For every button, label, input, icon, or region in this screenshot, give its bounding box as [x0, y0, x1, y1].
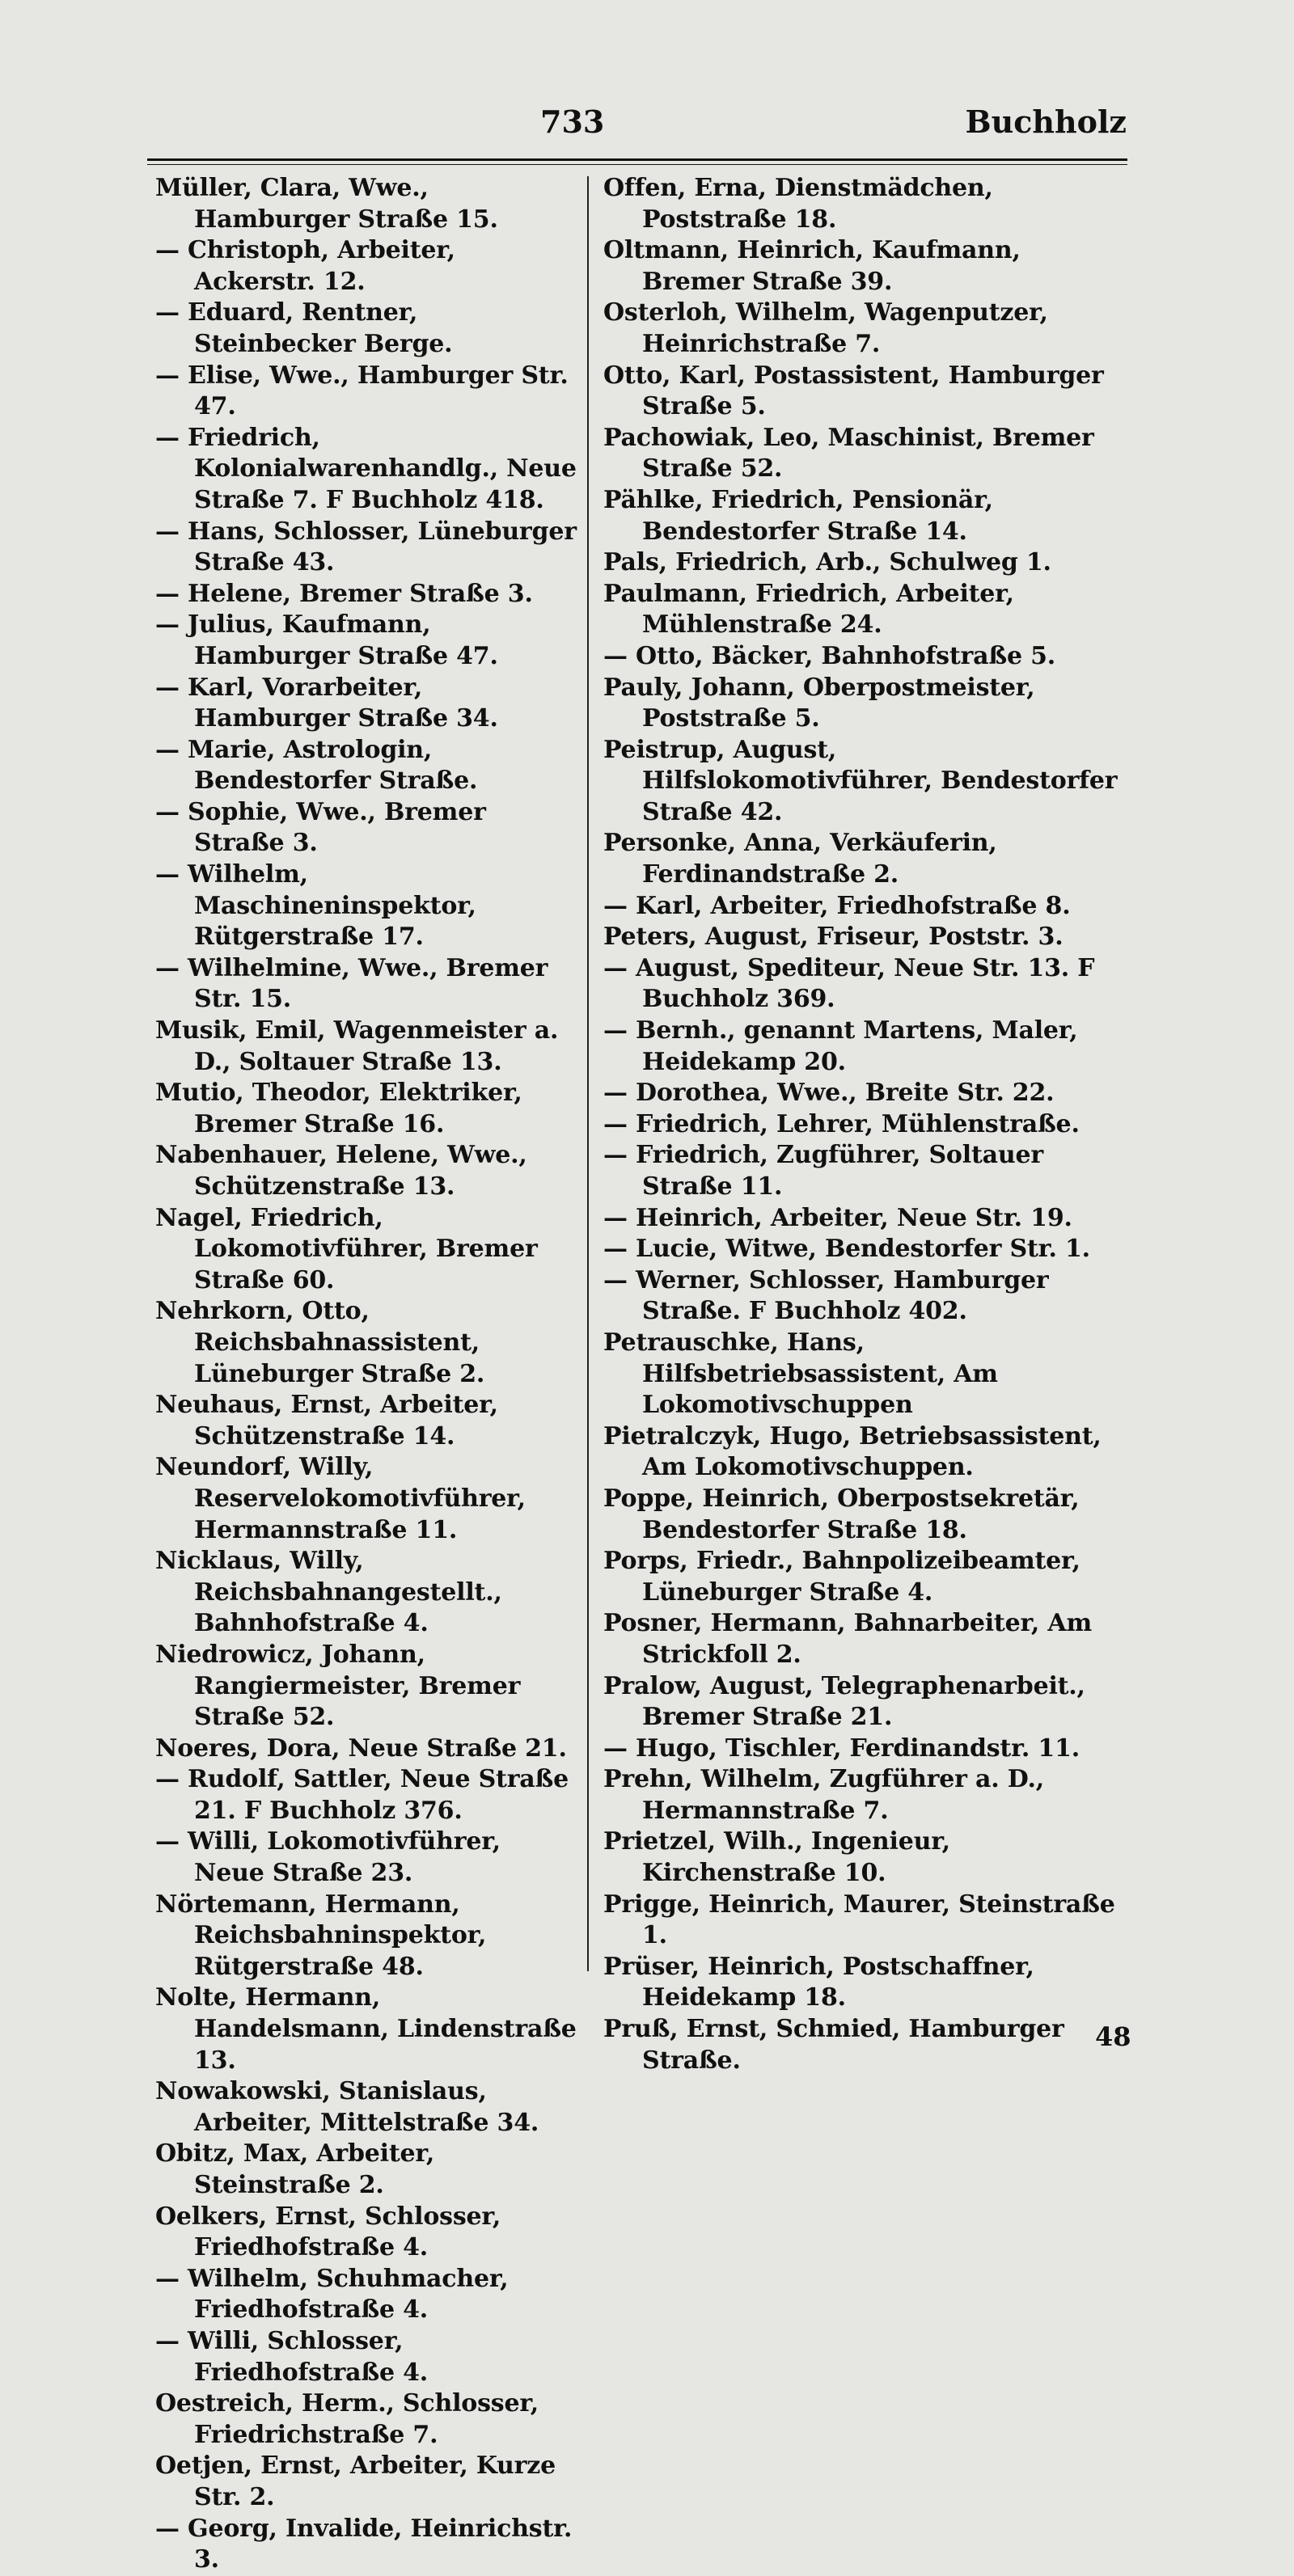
directory-entry: Obitz, Max, Arbeiter, Steinstraße 2. [155, 2139, 435, 2199]
directory-entry: Prietzel, Wilh., Ingenieur, Kirchenstraße 10. [603, 1827, 950, 1888]
directory-entry: — Bernh., genannt Martens, Maler, Heidekamp 20. [603, 1016, 1078, 1076]
directory-entry: Offen, Erna, Dienstmädchen, Poststraße 18. [603, 174, 993, 234]
directory-entry: — Hans, Schlosser, Lüneburger Straße 43. [155, 517, 577, 577]
directory-entry: — Marie, Astrologin, Bendestorfer Straße. [155, 735, 478, 796]
directory-entry: Pachowiak, Leo, Maschinist, Bremer Straße 52. [603, 423, 1094, 484]
directory-entry: Musik, Emil, Wagenmeister a. D., Soltauer Straße 13. [155, 1016, 559, 1076]
directory-entry: — Willi, Lokomotivführer, Neue Straße 23. [155, 1827, 501, 1888]
directory-entry: — Karl, Arbeiter, Friedhofstraße 8. [603, 891, 1071, 920]
directory-entry: Nagel, Friedrich, Lokomotivführer, Bremer Straße 60. [155, 1203, 538, 1294]
directory-entry: — Friedrich, Lehrer, Mühlenstraße. [603, 1109, 1080, 1138]
directory-entry: — Hugo, Tischler, Ferdinandstr. 11. [603, 1734, 1080, 1763]
directory-entry: Neuhaus, Ernst, Arbeiter, Schützenstraße 14. [155, 1391, 498, 1451]
directory-entry: — Julius, Kaufmann, Hamburger Straße 47. [155, 610, 498, 670]
right-column [603, 173, 1126, 2076]
running-head: Buchholz [965, 103, 1127, 140]
directory-entry: Petrauschke, Hans, Hilfsbetriebsassistent, Am Lokomotivschuppen [603, 1328, 998, 1420]
directory-entry: Otto, Karl, Postassistent, Hamburger Straße 5. [603, 361, 1104, 421]
directory-entry: Noeres, Dora, Neue Straße 21. [155, 1734, 567, 1763]
directory-entry: Oestreich, Herm., Schlosser, Friedrichstraße 7. [155, 2389, 539, 2449]
directory-entry: Nicklaus, Willy, Reichsbahnangestellt., Bahnhofstraße 4. [155, 1547, 502, 1638]
directory-entry: Nabenhauer, Helene, Wwe., Schützenstraße 13. [155, 1141, 527, 1201]
header-rule [147, 158, 1127, 161]
directory-entry: Pruß, Ernst, Schmied, Hamburger Straße. [603, 2015, 1064, 2075]
directory-entry: — Sophie, Wwe., Bremer Straße 3. [155, 797, 486, 858]
header-rule-thin [147, 164, 1127, 165]
directory-entry: Pietralczyk, Hugo, Betriebsassistent, Am Lokomotivschuppen. [603, 1421, 1102, 1482]
directory-entry: Nörtemann, Hermann, Reichsbahninspektor, Rütgerstraße 48. [155, 1890, 487, 1981]
directory-entry: Müller, Clara, Wwe., Hamburger Straße 15. [155, 174, 498, 234]
directory-entry: — Werner, Schlosser, Hamburger Straße. F Buchholz 402. [603, 1265, 1049, 1326]
page-number: 733 [540, 103, 605, 140]
directory-entry: — Christoph, Arbeiter, Ackerstr. 12. [155, 236, 455, 296]
column-divider [587, 176, 589, 1971]
directory-entry: Oltmann, Heinrich, Kaufmann, Bremer Straße 39. [603, 236, 1021, 296]
directory-entry: — Heinrich, Arbeiter, Neue Str. 19. [603, 1203, 1072, 1232]
directory-entry: Pals, Friedrich, Arb., Schulweg 1. [603, 548, 1051, 577]
directory-entry: — Georg, Invalide, Heinrichstr. 3. [155, 2514, 573, 2574]
directory-entry: Pählke, Friedrich, Pensionär, Bendestorfer Straße 14. [603, 485, 993, 546]
directory-entry: — Wilhelm, Schuhmacher, Friedhofstraße 4. [155, 2264, 509, 2325]
left-column [155, 173, 577, 2576]
directory-entry: Personke, Anna, Verkäuferin, Ferdinandstraße 2. [603, 829, 997, 889]
directory-entry: Nowakowski, Stanislaus, Arbeiter, Mittelstraße 34. [155, 2077, 539, 2137]
directory-entry: — Eduard, Rentner, Steinbecker Berge. [155, 298, 453, 358]
page-header [0, 103, 1294, 152]
directory-entry: Porps, Friedr., Bahnpolizeibeamter, Lüneburger Straße 4. [603, 1547, 1080, 1607]
directory-entry: Paulmann, Friedrich, Arbeiter, Mühlenstraße 24. [603, 579, 1014, 640]
directory-entry: — Karl, Vorarbeiter, Hamburger Straße 34. [155, 673, 498, 733]
directory-entry: Niedrowicz, Johann, Rangiermeister, Bremer Straße 52. [155, 1640, 521, 1732]
directory-entry: Prehn, Wilhelm, Zugführer a. D., Hermannstraße 7. [603, 1765, 1044, 1825]
directory-entry: Pauly, Johann, Oberpostmeister, Poststraße 5. [603, 673, 1035, 733]
directory-entry: Nolte, Hermann, Handelsmann, Lindenstraße 13. [155, 1983, 577, 2075]
directory-entry: — Wilhelmine, Wwe., Bremer Str. 15. [155, 953, 548, 1014]
directory-entry: — Rudolf, Sattler, Neue Straße 21. F Buchholz 376. [155, 1765, 569, 1825]
directory-entry: Peters, August, Friseur, Poststr. 3. [603, 923, 1064, 952]
directory-entry: Pralow, August, Telegraphenarbeit., Bremer Straße 21. [603, 1671, 1085, 1732]
directory-entry: Neundorf, Willy, Reservelokomotivführer, Hermannstraße 11. [155, 1453, 526, 1544]
directory-entry: Poppe, Heinrich, Oberpostsekretär, Bendestorfer Straße 18. [603, 1484, 1080, 1544]
directory-entry: — August, Spediteur, Neue Str. 13. F Buchholz 369. [603, 953, 1095, 1014]
directory-entry: — Lucie, Witwe, Bendestorfer Str. 1. [603, 1235, 1090, 1264]
signature-mark: 48 [1095, 2021, 1131, 2052]
directory-entry: Posner, Hermann, Bahnarbeiter, Am Strickfoll 2. [603, 1609, 1092, 1669]
directory-entry: Peistrup, August, Hilfslokomotivführer, Bendestorfer Straße 42. [603, 735, 1118, 826]
directory-entry: Osterloh, Wilhelm, Wagenputzer, Heinrichstraße 7. [603, 298, 1048, 358]
directory-entry: — Wilhelm, Maschineninspektor, Rütgerstraße 17. [155, 860, 476, 952]
directory-entry: Prüser, Heinrich, Postschaffner, Heidekamp 18. [603, 1952, 1034, 2012]
directory-entry: — Willi, Schlosser, Friedhofstraße 4. [155, 2326, 428, 2387]
directory-entry: — Helene, Bremer Straße 3. [155, 579, 533, 608]
directory-entry: Oelkers, Ernst, Schlosser, Friedhofstraße 4. [155, 2202, 501, 2262]
directory-entry: Mutio, Theodor, Elektriker, Bremer Straße 16. [155, 1079, 522, 1138]
directory-entry: — Friedrich, Zugführer, Soltauer Straße 11. [603, 1141, 1043, 1201]
directory-entry: — Otto, Bäcker, Bahnhofstraße 5. [603, 641, 1056, 670]
directory-entry: Oetjen, Ernst, Arbeiter, Kurze Str. 2. [155, 2451, 556, 2511]
directory-entry: Prigge, Heinrich, Maurer, Steinstraße 1. [603, 1890, 1115, 1950]
directory-entry: Nehrkorn, Otto, Reichsbahnassistent, Lüneburger Straße 2. [155, 1297, 485, 1388]
directory-entry: — Friedrich, Kolonialwarenhandlg., Neue Straße 7. F Buchholz 418. [155, 423, 577, 514]
directory-entry: — Dorothea, Wwe., Breite Str. 22. [603, 1079, 1055, 1108]
directory-entry: — Elise, Wwe., Hamburger Str. 47. [155, 361, 569, 421]
